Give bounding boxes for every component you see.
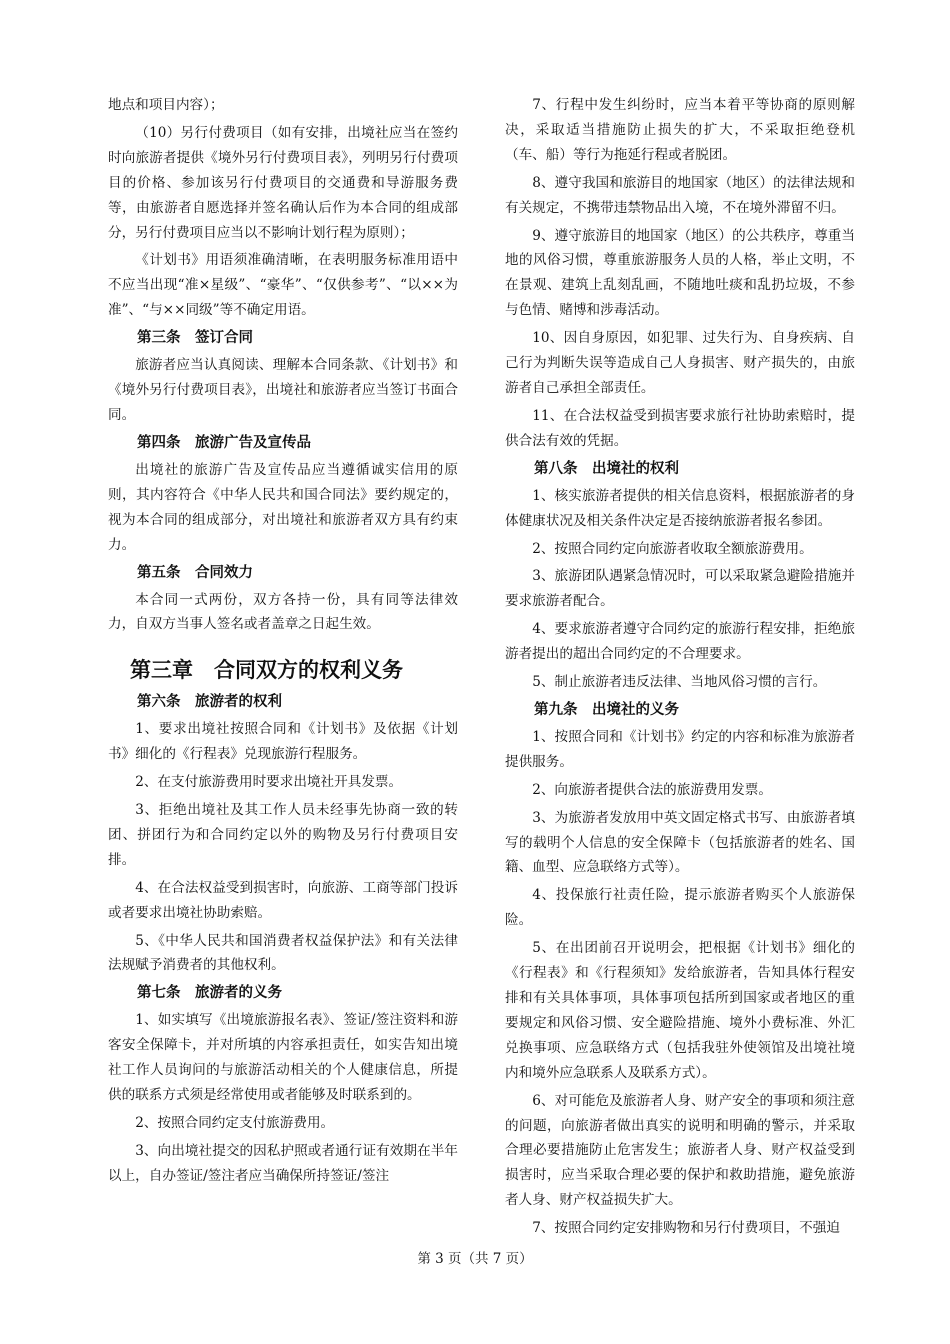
list-item: 9、遵守旅游目的地国家（地区）的公共秩序，尊重当地的风俗习惯，尊重旅游服务人员的人格，举止文明，不在景观、建筑上乱刻乱画，不随地吐痰和乱扔垃圾，不参与色情、赌博和涉毒活动。 (505, 227, 855, 319)
list-item: 4、投保旅行社责任险，提示旅游者购买个人旅游保险。 (505, 887, 855, 929)
list-item: 6、对可能危及旅游者人身、财产安全的事项和须注意的问题，向旅游者做出真实的说明和明确的警示，并采取合理必要措施防止危害发生；旅游者人身、财产权益受到损害时，应当采取合理必要的保护和救助措施，避免旅游者人身、财产权益损失扩大。 (505, 1092, 855, 1209)
article-heading: 第七条 旅游者的义务 (137, 984, 282, 1002)
list-item: 10、因自身原因，如犯罪、过失行为、自身疾病、自己行为判断失误等造成自己人身损害、财产损失的，由旅游者自己承担全部责任。 (505, 330, 855, 396)
list-item: 3、为旅游者发放用中英文固定格式书写、由旅游者填写的载明个人信息的安全保障卡（包括旅游者的姓名、国籍、血型、应急联络方式等）。 (505, 809, 855, 876)
list-item: 1、要求出境社按照合同和《计划书》及依据《计划书》细化的《行程表》兑现旅游行程服务。 (108, 721, 458, 763)
paragraph: （10）另行付费项目（如有安排，出境社应当在签约时向旅游者提供《境外另行付费项目表》，列明另行付费项目的价格、参加该另行付费项目的交通费和导游服务费等，由旅游者自愿选择并签名确认后作为本合同的组成部分，另行付费项目应当以不影响计划行程为原则）； (108, 124, 458, 241)
article-heading: 第六条 旅游者的权利 (137, 693, 282, 711)
chapter-heading: 第三章 合同双方的权利义务 (130, 657, 403, 683)
list-item: 4、在合法权益受到损害时，向旅游、工商等部门投诉或者要求出境社协助索赔。 (108, 879, 458, 921)
article-heading: 第四条 旅游广告及宣传品 (137, 433, 311, 451)
page-footer: 第 3 页（共 7 页） (417, 1251, 533, 1267)
list-item: 1、核实旅游者提供的相关信息资料，根据旅游者的身体健康状况及相关条件决定是否接纳旅游者报名参团。 (505, 487, 855, 529)
list-item: 11、在合法权益受到损害要求旅行社协助索赔时，提供合法有效的凭据。 (505, 407, 855, 449)
list-item: 2、向旅游者提供合法的旅游费用发票。 (532, 781, 772, 798)
paragraph: 出境社的旅游广告及宣传品应当遵循诚实信用的原则，其内容符合《中华人民共和国合同法》要约规定的，视为本合同的组成部分，对出境社和旅游者双方具有约束力。 (108, 461, 458, 553)
article-heading: 第九条 出境社的义务 (534, 700, 679, 718)
list-item: 1、按照合同和《计划书》约定的内容和标准为旅游者提供服务。 (505, 728, 855, 770)
list-item: 5、制止旅游者违反法律、当地风俗习惯的言行。 (532, 674, 827, 691)
list-item: 8、遵守我国和旅游目的地国家（地区）的法律法规和有关规定，不携带违禁物品出入境，不在境外滞留不归。 (505, 174, 855, 216)
paragraph: 本合同一式两份，双方各持一份，具有同等法律效力，自双方当事人签名或者盖章之日起生效。 (108, 591, 458, 633)
list-item: 3、向出境社提交的因私护照或者通行证有效期在半年以上，自办签证/签注者应当确保所持签证/签注 (108, 1142, 458, 1184)
list-item: 2、按照合同约定向旅游者收取全额旅游费用。 (532, 540, 813, 557)
article-heading: 第三条 签订合同 (137, 329, 253, 347)
list-item: 2、按照合同约定支付旅游费用。 (135, 1115, 335, 1131)
article-heading: 第八条 出境社的权利 (534, 459, 679, 477)
list-item: 7、行程中发生纠纷时，应当本着平等协商的原则解决，采取适当措施防止损失的扩大，不采取拒绝登机（车、船）等行为拖延行程或者脱团。 (505, 97, 855, 163)
list-item: 2、在支付旅游费用时要求出境社开具发票。 (135, 774, 403, 791)
list-item: 3、拒绝出境社及其工作人员未经事先协商一致的转团、拼团行为和合同约定以外的购物及另行付费项目安排。 (108, 802, 458, 868)
list-item: 4、要求旅游者遵守合同约定的旅游行程安排，拒绝旅游者提出的超出合同约定的不合理要求。 (505, 621, 855, 663)
paragraph: 《计划书》用语须准确清晰，在表明服务标准用语中不应当出现“准×星级”、“豪华”、“仅供参考”、“以××为准”、“与××同级”等不确定用语。 (108, 252, 458, 319)
paragraph: 旅游者应当认真阅读、理解本合同条款、《计划书》和《境外另行付费项目表》，出境社和旅游者应当签订书面合同。 (108, 357, 458, 423)
list-item: 5、在出团前召开说明会，把根据《计划书》细化的《行程表》和《行程须知》发给旅游者，告知具体行程安排和有关具体事项，具体事项包括所到国家或者地区的重要规定和风俗习惯、安全避险措施、境外小费标准、外汇兑换事项、应急联络方式（包括我驻外使领馆及出境社境内和境外应急联系人及联系方式）。 (505, 940, 855, 1081)
list-item: 7、按照合同约定安排购物和另行付费项目，不强迫 (532, 1220, 840, 1237)
article-heading: 第五条 合同效力 (137, 563, 253, 581)
list-item: 1、如实填写《出境旅游报名表》、签证/签注资料和游客安全保障卡，并对所填的内容承担责任，如实告知出境社工作人员询问的与旅游活动相关的个人健康信息，所提供的联系方式须是经常使用或者能够及时联系到的。 (108, 1012, 458, 1104)
left-column (108, 93, 458, 1192)
list-item: 5、《中华人民共和国消费者权益保护法》和有关法律法规赋予消费者的其他权利。 (108, 932, 458, 974)
right-column (505, 93, 855, 1244)
paragraph: 地点和项目内容）； (108, 97, 224, 113)
list-item: 3、旅游团队遇紧急情况时，可以采取紧急避险措施并要求旅游者配合。 (505, 568, 855, 610)
